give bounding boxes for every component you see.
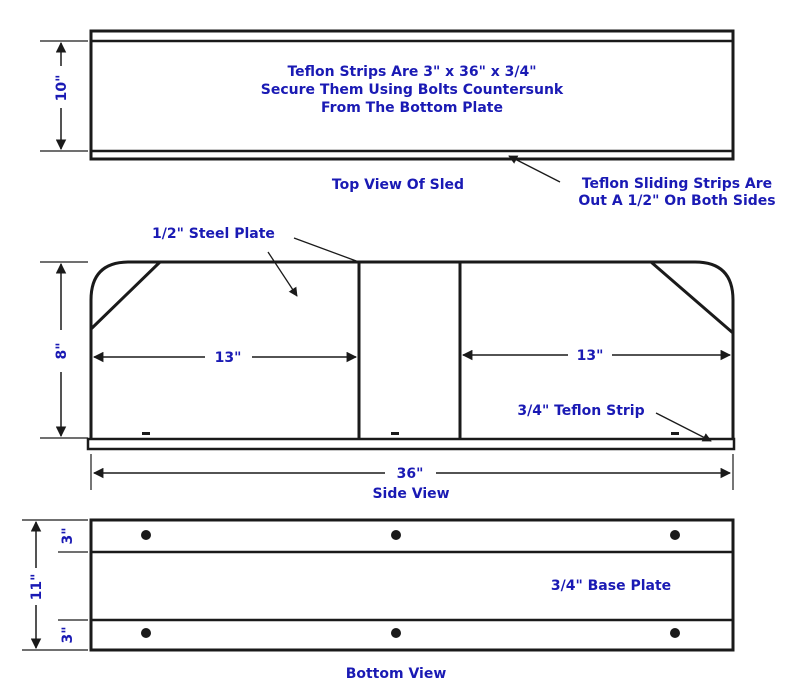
side-view-teflon-strip	[88, 439, 734, 449]
left-width-dimension	[94, 350, 356, 366]
top-strip-dimension	[58, 527, 88, 552]
steel-plate-arrow	[268, 252, 297, 296]
side-view-caption: Side View	[372, 486, 450, 502]
bolt-hole-top-right	[670, 530, 680, 540]
bolt-hole-top-center	[391, 530, 401, 540]
teflon-sliding-callout-line1: Teflon Sliding Strips Are	[581, 176, 773, 192]
side-view-height-label: 8"	[54, 342, 70, 360]
top-view-note-line2: Secure Them Using Bolts Countersunk	[260, 82, 564, 98]
length-dimension	[91, 454, 733, 490]
right-gusset	[651, 262, 733, 333]
bottom-view	[22, 520, 733, 682]
right-width-dimension	[463, 348, 730, 364]
top-view-height-label: 10"	[54, 74, 70, 102]
teflon-strip-label: 3/4" Teflon Strip	[517, 403, 645, 419]
bolt-hole-bottom-left	[141, 628, 151, 638]
bolt-hole-bottom-right	[670, 628, 680, 638]
bottom-strip-dimension	[58, 620, 88, 644]
bottom-view-height-label: 11"	[29, 573, 45, 601]
top-view-note-line3: From The Bottom Plate	[321, 100, 503, 116]
teflon-sliding-callout-line2: Out A 1/2" On Both Sides	[578, 193, 776, 209]
bolt-mark-center	[391, 432, 399, 435]
top-view	[40, 31, 776, 209]
top-view-note-line1: Teflon Strips Are 3" x 36" x 3/4"	[287, 64, 537, 80]
bottom-view-height-dimension	[22, 520, 88, 650]
bottom-strip-label: 3"	[60, 626, 76, 644]
side-view-height-dimension	[40, 262, 88, 438]
top-view-height-dimension	[40, 41, 88, 151]
bottom-view-caption: Bottom View	[345, 666, 447, 682]
teflon-strip-leader	[656, 413, 711, 441]
bolt-mark-left	[142, 432, 150, 435]
side-view	[40, 226, 734, 502]
steel-plate-leader	[294, 238, 359, 262]
left-width-label: 13"	[214, 350, 242, 366]
top-view-caption: Top View Of Sled	[331, 177, 465, 193]
steel-plate-label: 1/2" Steel Plate	[152, 226, 275, 242]
top-strip-label: 3"	[60, 527, 76, 545]
bolt-mark-right	[671, 432, 679, 435]
base-plate-label: 3/4" Base Plate	[550, 578, 672, 594]
bolt-hole-top-left	[141, 530, 151, 540]
right-width-label: 13"	[576, 348, 604, 364]
bolt-hole-bottom-center	[391, 628, 401, 638]
length-label: 36"	[396, 466, 424, 482]
